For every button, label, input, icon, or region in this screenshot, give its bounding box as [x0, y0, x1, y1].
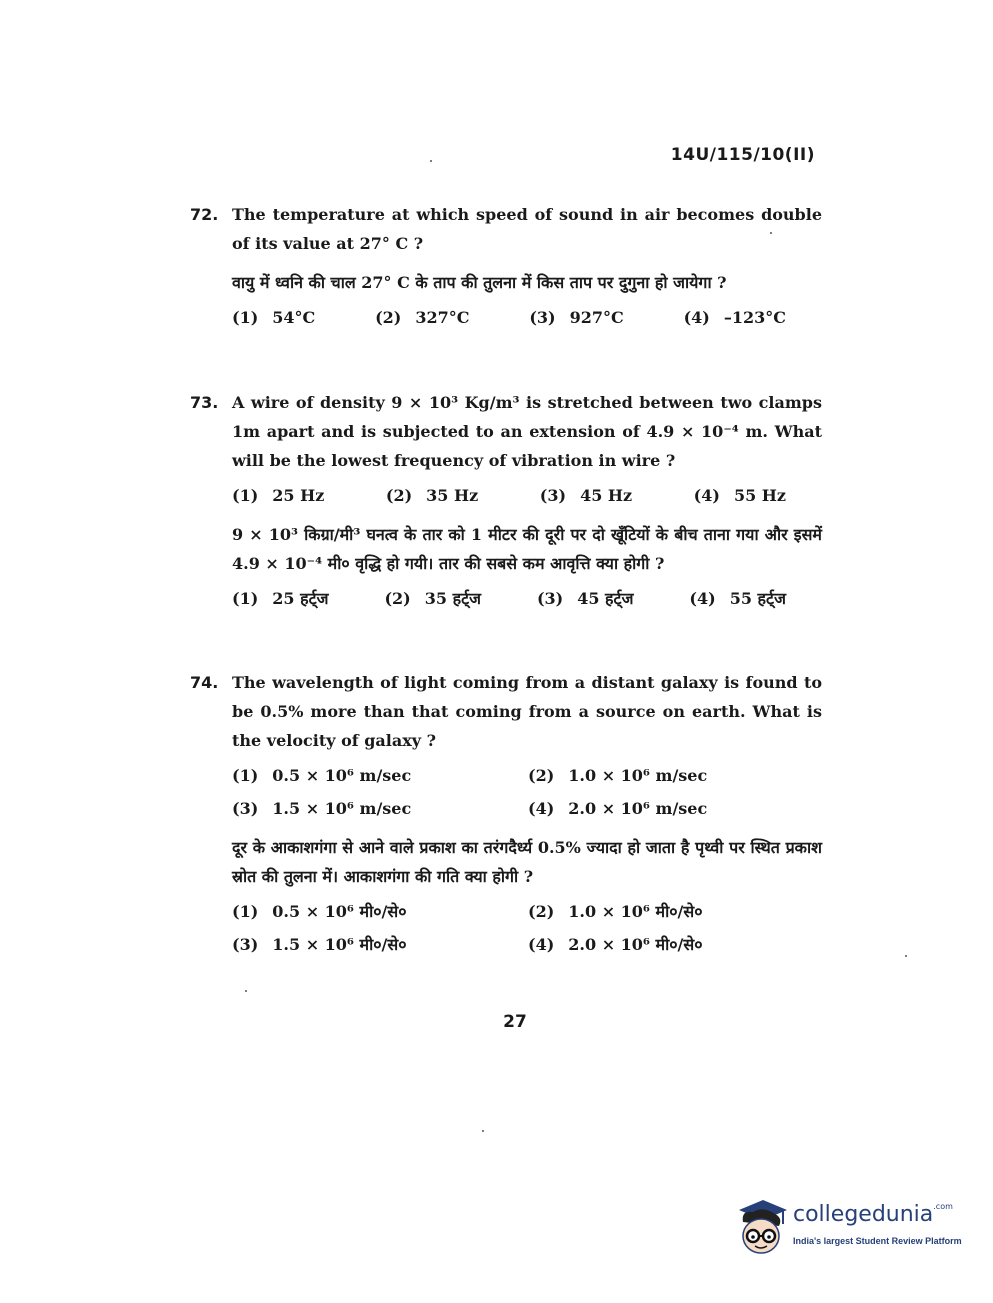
mascot-logo-icon [733, 1196, 793, 1258]
brand-name: collegedunia$^{.com}$ [793, 1202, 953, 1227]
option-3: (3) 927°C [529, 308, 624, 327]
question-text-hi: 9 × 10³ किग्रा/मी³ घनत्व के तार को 1 मीटर की दूरी पर दो खूँटियों के बीच ताना गया और इसमें 4.9 × 10⁻⁴ मी० वृद्धि हो गयी। तार की सबसे कम आवृत्ति क्या होगी ? [232, 525, 822, 573]
question-text-en: A wire of density 9 × 10³ Kg/m³ is stretched between two clamps 1m apart and is subjected to an extension of 4.9 × 10⁻⁴ m. What will be the lowest frequency of vibration in wire ? [232, 393, 822, 470]
option-1: (1) 25 हर्ट्ज [232, 589, 329, 608]
option-1: (1) 25 Hz [232, 486, 325, 505]
question-number: 74. [190, 673, 219, 692]
question-text-hi: वायु में ध्वनि की चाल 27° C के ताप की तुलना में किस ताप पर दुगुना हो जायेगा ? [232, 273, 727, 292]
options-hi [232, 584, 822, 613]
question-number: 72. [190, 205, 219, 224]
option-4: (4) –123°C [683, 308, 786, 327]
page-number: 27 [503, 1012, 527, 1032]
collegedunia-watermark [733, 1196, 963, 1258]
scan-speck [245, 990, 247, 992]
option-3: (3) 1.5 × 10⁶ मी०/से० [232, 935, 407, 954]
option-4: (4) 55 Hz [693, 486, 786, 505]
option-4: (4) 55 हर्ट्ज [689, 589, 786, 608]
option-1: (1) 54°C [232, 308, 316, 327]
options-en [232, 481, 822, 510]
brand-tagline: India's largest Student Review Platform [793, 1236, 962, 1246]
question-text-en: The temperature at which speed of sound in air becomes double of its value at 27° C ? [232, 205, 822, 253]
question-text-en: The wavelength of light coming from a distant galaxy is found to be 0.5% more than that coming from a source on earth. What is the velocity of galaxy ? [232, 673, 822, 750]
question-74 [190, 668, 822, 959]
option-4: (4) 2.0 × 10⁶ मी०/से० [528, 935, 703, 954]
option-2: (2) 35 हर्ट्ज [384, 589, 482, 608]
option-2: (2) 1.0 × 10⁶ मी०/से० [528, 902, 703, 921]
option-2: (2) 35 Hz [385, 486, 479, 505]
option-1: (1) 0.5 × 10⁶ मी०/से० [232, 902, 407, 921]
scan-speck [430, 160, 432, 162]
option-3: (3) 1.5 × 10⁶ m/sec [232, 799, 412, 818]
options-hi [232, 897, 822, 959]
question-73 [190, 388, 822, 613]
scan-speck [770, 232, 772, 234]
paper-code: 14U/115/10(II) [670, 145, 815, 165]
scan-speck [482, 1130, 484, 1132]
question-number: 73. [190, 393, 219, 412]
option-2: (2) 327°C [375, 308, 470, 327]
scan-speck [905, 955, 907, 957]
question-text-hi: दूर के आकाशगंगा से आने वाले प्रकाश का तरंगदैर्ध्य 0.5% ज्यादा हो जाता है पृथ्वी पर स्थित प्रकाश स्रोत की तुलना में। आकाशगंगा की गति क्या होगी ? [232, 838, 822, 886]
option-3: (3) 45 हर्ट्ज [536, 589, 634, 608]
options [232, 303, 822, 332]
option-2: (2) 1.0 × 10⁶ m/sec [528, 766, 708, 785]
option-3: (3) 45 Hz [539, 486, 633, 505]
question-72 [190, 200, 822, 332]
option-1: (1) 0.5 × 10⁶ m/sec [232, 766, 412, 785]
options-en [232, 761, 822, 823]
option-4: (4) 2.0 × 10⁶ m/sec [528, 799, 708, 818]
